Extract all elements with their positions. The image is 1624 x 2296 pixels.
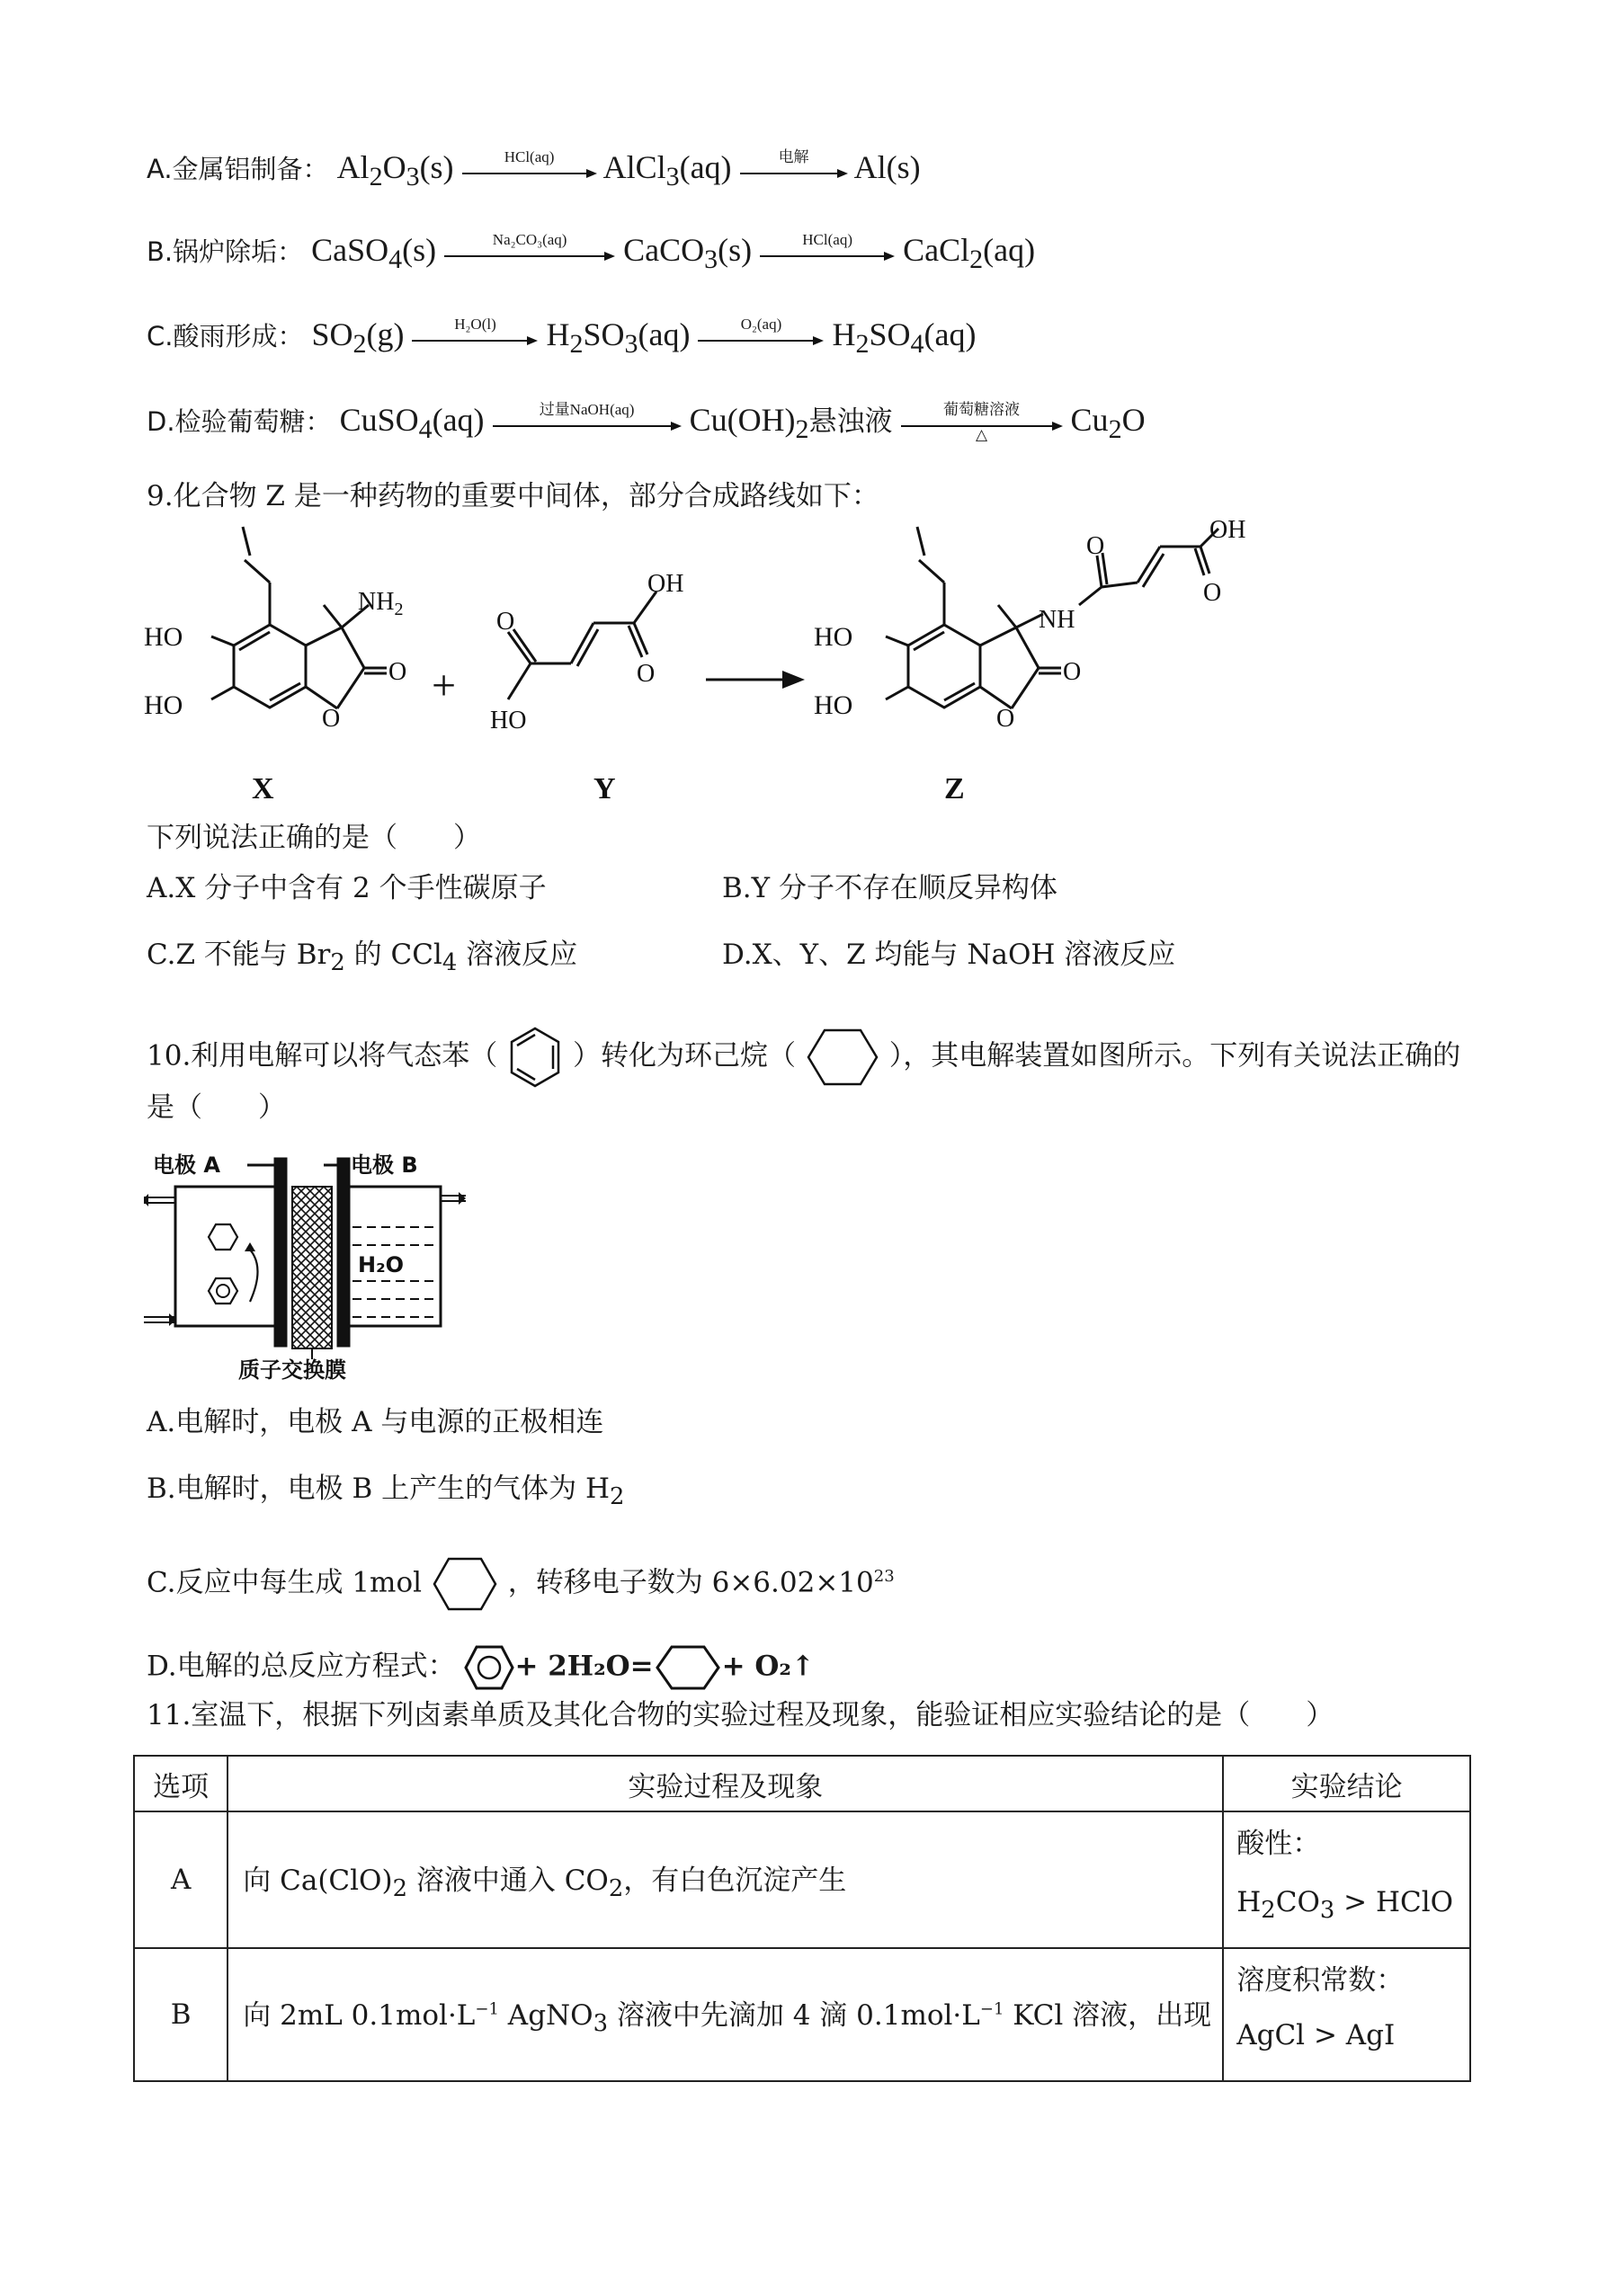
text: 溶液中通入 CO xyxy=(407,1864,609,1897)
option-label: D.检验葡萄糖： xyxy=(147,406,332,437)
arrow-icon xyxy=(462,169,597,178)
text: 溶液中先滴加 4 滴 0.1mol·L xyxy=(608,1998,980,2032)
text: B.电解时，电极 B 上产生的气体为 H xyxy=(147,1473,611,1505)
q9-question: 下列说法正确的是（ ） xyxy=(147,822,481,854)
text: ，有白色沉淀产生 xyxy=(623,1864,847,1897)
subscript: 3 xyxy=(593,2010,609,2038)
o-label: O xyxy=(322,705,341,733)
equation-part: + 2H₂O= xyxy=(514,1650,654,1683)
benzene-icon xyxy=(464,1643,514,1692)
ho-label: HO xyxy=(144,690,183,720)
molecule-x xyxy=(144,527,406,805)
formula: SO xyxy=(869,316,911,352)
subscript: 4 xyxy=(418,414,433,445)
conclusion-value xyxy=(1236,1886,1468,1924)
superscript: −1 xyxy=(979,1999,1004,2019)
text: ，转移电子数为 6×6.02×10 xyxy=(507,1566,874,1599)
text: > HClO xyxy=(1334,1886,1454,1918)
o-label: O xyxy=(388,658,407,686)
o-label: O xyxy=(496,608,515,636)
table-header-row xyxy=(134,1756,1470,1811)
table-row xyxy=(134,1948,1470,2081)
option-cell: A xyxy=(134,1811,228,1948)
reagent-label: HCl(aq) xyxy=(504,147,555,165)
nh2-label: $NH_2$ xyxy=(358,588,404,619)
text: 溶液反应 xyxy=(457,939,578,971)
subscript: 2 xyxy=(352,329,367,360)
formula: Cu(OH) xyxy=(689,402,796,438)
cyclohexane-icon xyxy=(209,1224,237,1250)
formula: CuSO xyxy=(339,402,419,438)
reaction-arrow xyxy=(901,400,1063,443)
q9-option-b: B.Y 分子不存在顺反异构体 xyxy=(722,872,1057,904)
option-cell: B xyxy=(134,1948,228,2081)
reagent-label: Na₂CO₃(aq) xyxy=(492,230,567,248)
conclusion-cell xyxy=(1223,1811,1470,1948)
q9-option-d: D.X、Y、Z 均能与 NaOH 溶液反应 xyxy=(722,939,1176,971)
proton-exchange-membrane xyxy=(292,1187,332,1348)
q9-option-a: A.X 分子中含有 2 个手性碳原子 xyxy=(147,872,547,904)
o-label: O xyxy=(1203,579,1222,607)
option-label: B.锅炉除垢： xyxy=(147,236,304,267)
benzene-icon xyxy=(506,1025,564,1090)
text: ），其电解装置如图所示。下列有关说法正确的 xyxy=(888,1039,1461,1072)
ho-label: HO xyxy=(814,690,853,720)
text: ）转化为环己烷（ xyxy=(573,1039,797,1072)
column-header: 选项 xyxy=(134,1756,228,1811)
q10-stem-cont: 是（ ） xyxy=(147,1091,286,1124)
ho-label: HO xyxy=(814,622,853,652)
state: (g) xyxy=(366,316,405,352)
reaction-arrow xyxy=(760,230,895,271)
electrode-a-label: 电极 A xyxy=(153,1152,220,1178)
reagent-label: H₂O(l) xyxy=(454,315,496,333)
ho-label: HO xyxy=(490,707,527,734)
option-label: C.酸雨形成： xyxy=(147,321,304,352)
formula: H xyxy=(546,316,570,352)
reaction-arrow xyxy=(444,230,615,271)
arrow-icon xyxy=(245,1242,255,1251)
state: (s) xyxy=(419,149,454,185)
reaction-arrow xyxy=(698,315,824,356)
formula: CaSO xyxy=(311,232,389,268)
superscript: −1 xyxy=(475,1999,499,2019)
q8-option-c xyxy=(147,316,976,362)
subscript: 2 xyxy=(1261,1897,1276,1925)
text: 的 CCl xyxy=(344,939,442,971)
option-label: A.金属铝制备： xyxy=(147,154,329,184)
subscript: 3 xyxy=(406,162,420,192)
reagent-label: 葡萄糖溶液 xyxy=(943,400,1021,418)
oh-label: OH xyxy=(1209,520,1246,544)
column-header: 实验结论 xyxy=(1223,1756,1470,1811)
reagent-label: O₂(aq) xyxy=(740,315,782,333)
reagent-label: 电解 xyxy=(778,147,809,165)
q10-option-a: A.电解时，电极 A 与电源的正极相连 xyxy=(147,1406,604,1438)
q11-stem: 11.室温下，根据下列卤素单质及其化合物的实验过程及现象，能验证相应实验结论的是（ ） xyxy=(147,1699,1334,1731)
reaction-arrow xyxy=(493,400,682,441)
subscript: 2 xyxy=(855,329,870,360)
water-label: H₂O xyxy=(358,1252,404,1277)
q8-option-b xyxy=(147,232,1035,278)
text: C.反应中每生成 1mol xyxy=(147,1566,423,1599)
oh-label: OH xyxy=(647,570,684,598)
reagent-label: 过量NaOH(aq) xyxy=(539,400,635,418)
subscript: 3 xyxy=(665,162,680,192)
nh-label: NH xyxy=(1039,606,1075,634)
formula: Cu xyxy=(1070,402,1109,438)
q8-option-d xyxy=(147,402,1146,448)
molecule-z xyxy=(814,520,1245,805)
text: CO xyxy=(1275,1886,1320,1918)
subscript: 4 xyxy=(910,329,924,360)
heat-symbol: △ xyxy=(976,425,988,443)
text: 向 Ca(ClO) xyxy=(243,1864,393,1897)
o-label: O xyxy=(1063,658,1082,686)
arrow-icon xyxy=(740,169,848,178)
state: (s) xyxy=(718,232,753,268)
arrow-icon xyxy=(760,252,895,261)
formula: Al xyxy=(336,149,370,185)
procedure-cell xyxy=(228,1811,1223,1948)
electrolysis-apparatus-figure xyxy=(144,1151,468,1384)
subscript: 2 xyxy=(608,1875,624,1903)
synthesis-route-figure xyxy=(144,520,1268,816)
subscript: 2 xyxy=(795,414,809,445)
ho-label: HO xyxy=(144,622,183,652)
formula: H xyxy=(832,316,856,352)
subscript: 2 xyxy=(1108,414,1122,445)
subscript: 2 xyxy=(330,949,345,977)
q8-option-a xyxy=(147,149,921,195)
subscript: 2 xyxy=(392,1875,407,1903)
arrow-icon xyxy=(698,336,824,345)
q9-stem: 9.化合物 Z 是一种药物的重要中间体，部分合成路线如下： xyxy=(147,480,879,512)
text: C.Z 不能与 Br xyxy=(147,939,331,971)
formula: CaCl xyxy=(903,232,970,268)
suspension-label: 悬浊液 xyxy=(808,405,893,438)
membrane-label: 质子交换膜 xyxy=(238,1357,346,1383)
electrode-b xyxy=(337,1158,350,1347)
text: 向 2mL 0.1mol·L xyxy=(243,1998,476,2032)
conclusion-title: 溶度积常数： xyxy=(1236,1964,1405,1997)
compound-z-label: Z xyxy=(944,772,965,805)
text: 10.利用电解可以将气态苯（ xyxy=(147,1039,498,1072)
cyclohexane-icon xyxy=(431,1555,499,1613)
text: AgNO xyxy=(498,1998,593,2032)
conclusion-value: AgCl > AgI xyxy=(1236,2019,1396,2051)
subscript: 3 xyxy=(1319,1897,1335,1925)
reaction-arrow xyxy=(462,147,597,189)
state: (aq) xyxy=(983,232,1036,268)
compound-x-label: X xyxy=(252,772,274,805)
state: (aq) xyxy=(638,316,691,352)
formula: SO xyxy=(311,316,353,352)
subscript: 2 xyxy=(610,1483,625,1511)
o-label: O xyxy=(1086,532,1105,560)
formula: SO xyxy=(583,316,625,352)
text: D.电解的总反应方程式： xyxy=(147,1650,456,1683)
benzene-icon xyxy=(209,1278,237,1304)
formula: O xyxy=(1121,402,1146,438)
reaction-arrow xyxy=(412,315,538,356)
q10-stem xyxy=(147,1025,1460,1090)
subscript: 2 xyxy=(969,245,984,275)
state: (s) xyxy=(402,232,437,268)
arrow-icon xyxy=(493,422,682,431)
reaction-arrow xyxy=(740,147,848,189)
subscript: 3 xyxy=(624,329,638,360)
arrow-icon xyxy=(444,252,615,261)
electrode-b-label: 电极 B xyxy=(351,1152,418,1178)
superscript: 23 xyxy=(873,1567,895,1587)
o-label: O xyxy=(996,705,1015,733)
conclusion-title: 酸性： xyxy=(1236,1828,1321,1860)
q10-option-c xyxy=(147,1555,895,1613)
cyclohexane-icon xyxy=(654,1643,722,1692)
text: KCl 溶液，出现 xyxy=(1004,1998,1212,2032)
cyclohexane-icon xyxy=(805,1025,880,1090)
column-header: 实验过程及现象 xyxy=(228,1756,1223,1811)
procedure-cell xyxy=(228,1948,1223,2081)
plus-sign: + xyxy=(432,662,457,709)
formula: AlCl xyxy=(602,149,666,185)
electrode-a xyxy=(274,1158,287,1347)
reagent-label: HCl(aq) xyxy=(802,230,852,248)
experiment-table xyxy=(133,1755,1471,2082)
state: (aq) xyxy=(924,316,977,352)
compound-y-label: Y xyxy=(593,772,616,805)
conclusion-cell xyxy=(1223,1948,1470,2081)
text: H xyxy=(1236,1886,1262,1918)
arrow-icon xyxy=(782,671,805,689)
formula: CaCO xyxy=(623,232,705,268)
subscript: 2 xyxy=(569,329,584,360)
q10-option-d xyxy=(147,1643,815,1692)
subscript: 2 xyxy=(369,162,383,192)
formula: O xyxy=(382,149,406,185)
subscript: 4 xyxy=(442,949,458,977)
subscript: 3 xyxy=(704,245,718,275)
subscript: 4 xyxy=(388,245,403,275)
formula: Al(s) xyxy=(853,149,921,185)
state: (aq) xyxy=(432,402,485,438)
state: (aq) xyxy=(679,149,732,185)
q9-option-c xyxy=(147,937,577,981)
arrow-icon xyxy=(412,336,538,345)
q10-option-b xyxy=(147,1471,624,1515)
molecule-y xyxy=(490,570,683,805)
o-label: O xyxy=(637,660,656,688)
equation-part: + O₂↑ xyxy=(721,1650,815,1683)
table-row xyxy=(134,1811,1470,1948)
